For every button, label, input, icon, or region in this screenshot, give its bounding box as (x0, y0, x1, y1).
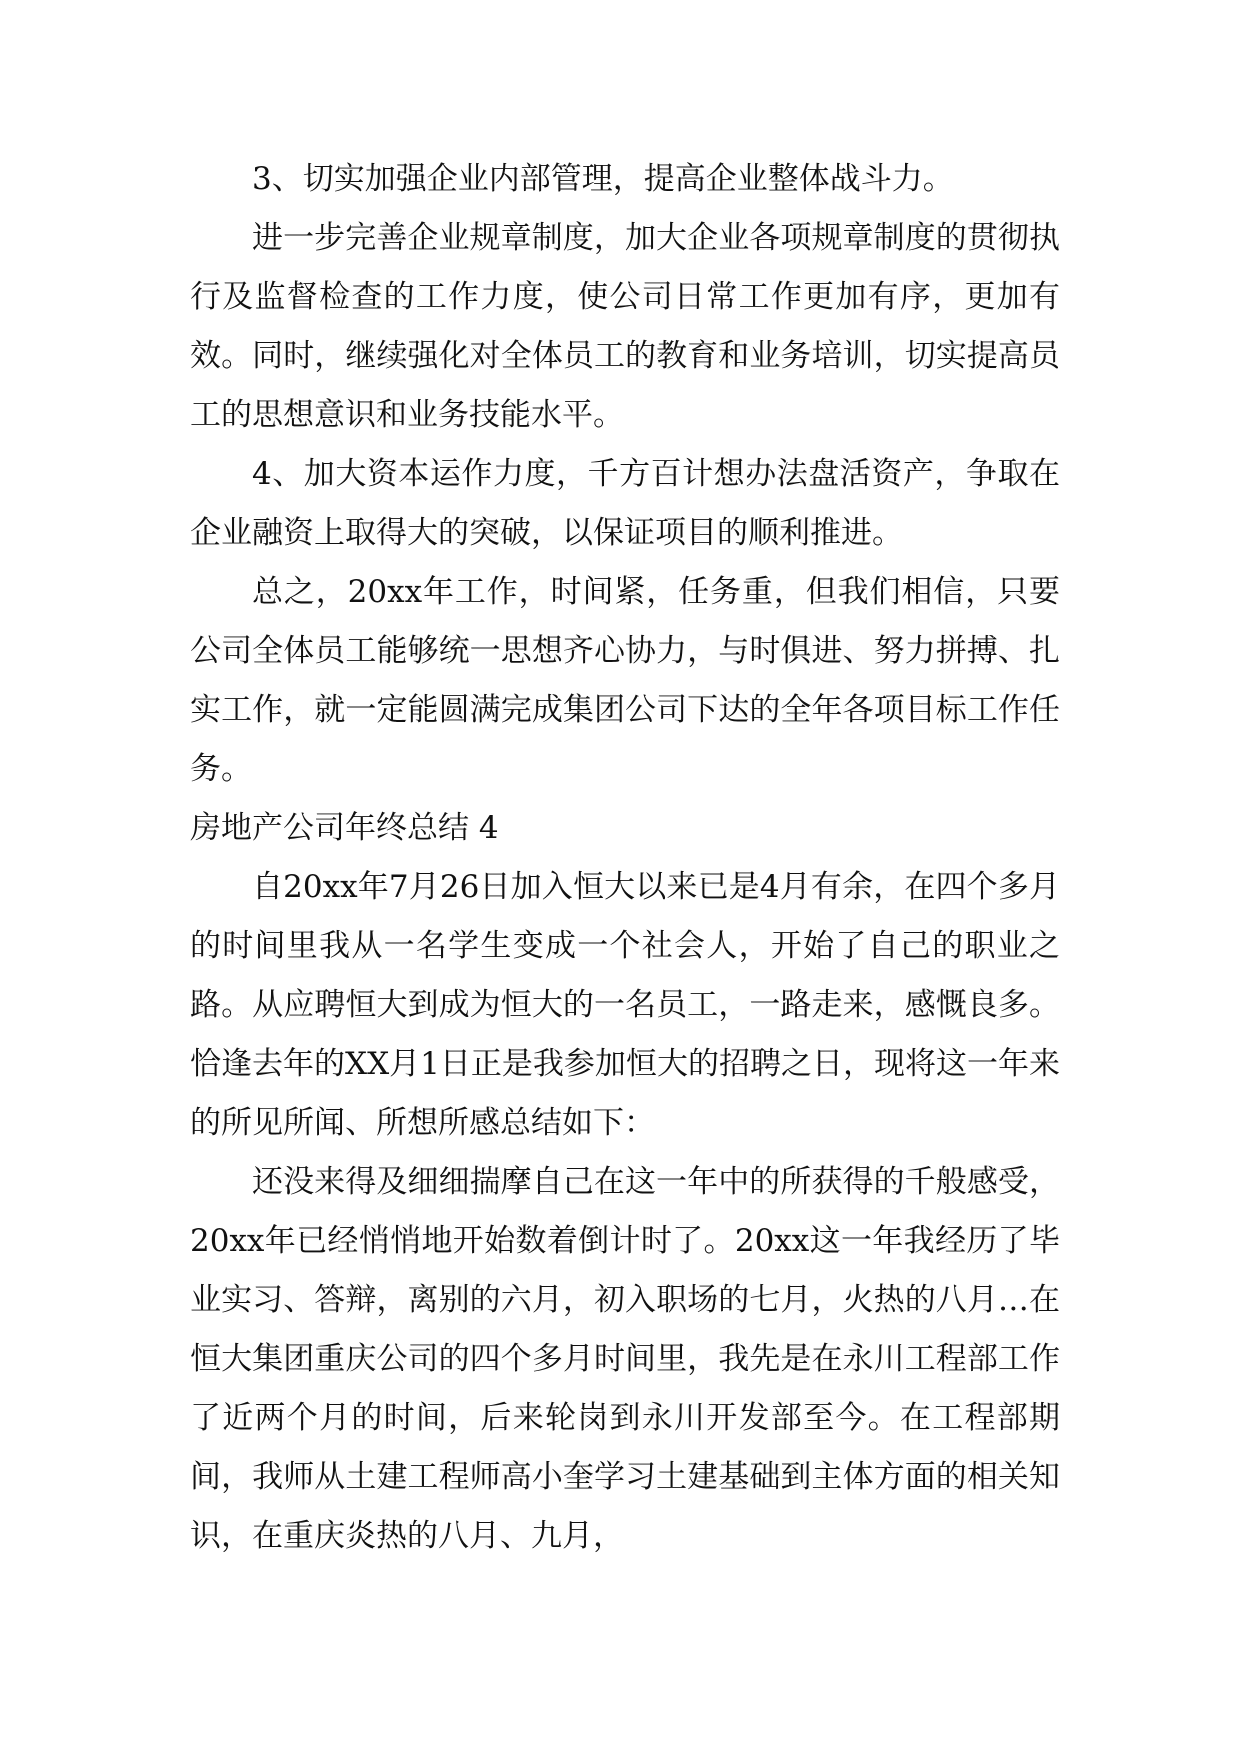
section-heading: 房地产公司年终总结 4 (190, 810, 499, 846)
paragraph-item-4: 4、加大资本运作力度，千方百计想办法盘活资产，争取在企业融资上取得大的突破，以保证项目的顺利推进。 (190, 456, 1060, 551)
paragraph-joining-evergrande: 自20xx年7月26日加入恒大以来已是4月有余，在四个多月的时间里我从一名学生变成一个社会人，开始了自己的职业之路。从应聘恒大到成为恒大的一名员工，一路走来，感慨良多。恰逢去年的XX月1日正是我参加恒大的招聘之日，现将这一年来的所见所闻、所想所感总结如下： (190, 869, 1060, 1141)
document-body (190, 150, 1060, 1566)
paragraph-item-3: 3、切实加强企业内部管理，提高企业整体战斗力。 (252, 161, 954, 197)
paragraph-year-experience: 还没来得及细细揣摩自己在这一年中的所获得的千般感受，20xx年已经悄悄地开始数着倒计时了。20xx这一年我经历了毕业实习、答辩，离别的六月，初入职场的七月，火热的八月…在恒大集团重庆公司的四个多月时间里，我先是在永川工程部工作了近两个月的时间，后来轮岗到永川开发部至今。在工程部期间，我师从土建工程师高小奎学习土建基础到主体方面的相关知识，在重庆炎热的八月、九月， (190, 1164, 1060, 1554)
paragraph-regulations: 进一步完善企业规章制度，加大企业各项规章制度的贯彻执行及监督检查的工作力度，使公司日常工作更加有序，更加有效。同时，继续强化对全体员工的教育和业务培训，切实提高员工的思想意识和业务技能水平。 (190, 220, 1060, 433)
paragraph-conclusion: 总之，20xx年工作，时间紧，任务重，但我们相信，只要公司全体员工能够统一思想齐心协力，与时俱进、努力拼搏、扎实工作，就一定能圆满完成集团公司下达的全年各项目标工作任务。 (190, 574, 1060, 787)
